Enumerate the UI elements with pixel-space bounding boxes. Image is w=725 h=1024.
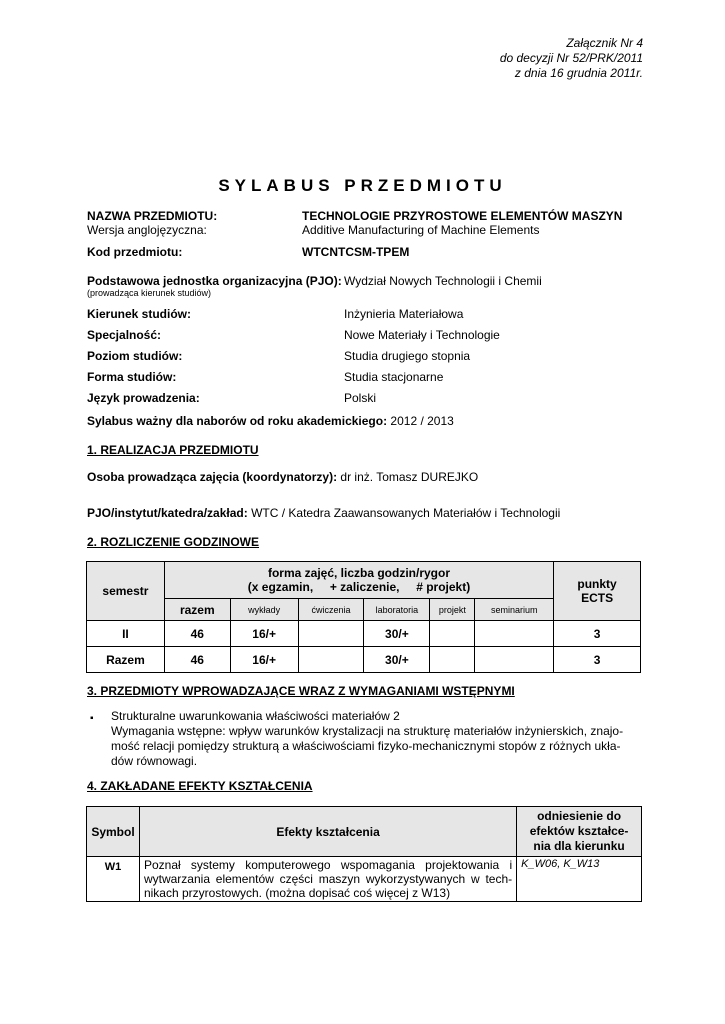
requirements-line-3: dów równowagi. [111,754,198,768]
coordinator-label: Osoba prowadząca zajęcia (koordynatorzy): [87,470,338,484]
field-label-language: Język prowadzenia: [87,391,200,405]
hours-head-forms-line1: forma zajęć, liczba godzin/rygor [267,566,451,580]
unit-label: PJO/instytut/katedra/zakład: [87,506,248,520]
section-3-heading: 3. PRZEDMIOTY WPROWADZAJĄCE WRAZ Z WYMAGANIAMI WSTĘPNYMI [87,684,515,698]
hours-ects-cell: 3 [554,621,641,647]
hours-sub-seminar: seminarium [475,599,554,621]
pjo-label: Podstawowa jednostka organizacyjna (PJO): [87,274,342,288]
hours-head-forms [164,562,553,599]
attachment-note [500,36,643,81]
effects-head-reference-line1: odniesienie do [537,809,622,823]
requirements-line-2: mość relacji pomiędzy strukturą a właściwościami fizyko-mechanicznymi stopów z różnych ukła- [111,739,621,753]
hours-lectures-cell: 16/+ [230,647,298,673]
bullet-marker: ▪ [90,713,94,724]
prerequisite-subject: Strukturalne uwarunkowania właściwości materiałów 2 [111,709,400,723]
effects-head-effects: Efekty kształcenia [139,807,516,857]
course-name-label: NAZWA PRZEDMIOTU: [87,209,218,223]
hours-labs-cell: 30/+ [364,621,430,647]
hours-sub-project: projekt [430,599,475,621]
field-label-major: Kierunek studiów: [87,307,192,321]
effects-table [86,806,642,902]
unit-value: WTC / Katedra Zaawansowanych Materiałów i Technologii [251,506,561,520]
field-value-specialty: Nowe Materiały i Technologie [344,328,500,342]
effect-symbol-cell: W1 [87,857,140,902]
attachment-line-3: z dnia 16 grudnia 2011r. [514,66,643,80]
course-code-value: WTCNTCSM-TPEM [302,245,410,259]
hours-head-semester: semestr [87,562,165,621]
effects-head-reference-line2: efektów kształce- [529,824,629,838]
hours-head-ects [554,562,641,621]
effect-line-2: wytwarzania elementów części maszyn wykorzystywanych w tech- [143,872,513,886]
table-row [87,857,642,902]
coordinator-row [87,470,478,484]
hours-labs-cell: 30/+ [364,647,430,673]
coordinator-value: dr inż. Tomasz DUREJKO [340,470,479,484]
requirements-line-1: Wymagania wstępne: wpływ warunków krystalizacji na strukturę materiałów inżynierskich, znajo- [111,724,624,738]
field-value-major: Inżynieria Materiałowa [344,307,464,321]
hours-exercises-cell [298,621,364,647]
pjo-value: Wydział Nowych Technologii i Chemii [344,274,542,288]
course-code-label: Kod przedmiotu: [87,245,183,259]
hours-exercises-cell [298,647,364,673]
valid-from-value: 2012 / 2013 [390,414,454,428]
pjo-note: (prowadząca kierunek studiów) [87,288,212,298]
hours-semester-cell: Razem [87,647,165,673]
hours-project-cell [430,621,475,647]
hours-head-ects-line2: ECTS [581,591,614,605]
attachment-line-2: do decyzji Nr 52/PRK/2011 [499,51,643,65]
hours-sub-lectures: wykłady [230,599,298,621]
hours-total-cell: 46 [164,621,230,647]
section-4-heading: 4. ZAKŁADANE EFEKTY KSZTAŁCENIA [87,779,313,793]
effects-head-symbol: Symbol [87,807,140,857]
hours-ects-cell: 3 [554,647,641,673]
field-value-form: Studia stacjonarne [344,370,444,384]
effect-reference-cell: K_W06, K_W13 [517,857,642,902]
hours-project-cell [430,647,475,673]
effect-line-1: Poznał systemy komputerowego wspomagania projektowania i [143,858,513,872]
field-label-level: Poziom studiów: [87,349,183,363]
section-2-heading: 2. ROZLICZENIE GODZINOWE [87,535,260,549]
table-row [87,647,641,673]
english-version-value: Additive Manufacturing of Machine Elements [302,223,540,237]
effect-description-cell [139,857,516,902]
attachment-line-1: Załącznik Nr 4 [566,36,643,50]
hours-sub-total: razem [164,599,230,621]
effects-head-reference [517,807,642,857]
table-row [87,621,641,647]
valid-from-label: Sylabus ważny dla naborów od roku akademickiego: [87,414,388,428]
document-title: SYLABUS PRZEDMIOTU [218,176,507,195]
field-value-level: Studia drugiego stopnia [344,349,471,363]
effects-head-reference-line3: nia dla kierunku [533,839,625,853]
hours-total-cell: 46 [164,647,230,673]
field-value-language: Polski [344,391,377,405]
hours-seminar-cell [475,621,554,647]
english-version-label: Wersja anglojęzyczna: [87,223,207,237]
hours-sub-labs: laboratoria [364,599,430,621]
unit-row [87,506,560,520]
field-label-form: Forma studiów: [87,370,177,384]
hours-head-forms-line2: (x egzamin, + zaliczenie, # projekt) [247,580,471,594]
hours-lectures-cell: 16/+ [230,621,298,647]
hours-semester-cell: II [87,621,165,647]
hours-sub-exercises: ćwiczenia [298,599,364,621]
section-1-heading: 1. REALIZACJA PRZEDMIOTU [87,443,259,457]
hours-head-ects-line1: punkty [577,577,617,591]
hours-seminar-cell [475,647,554,673]
field-label-specialty: Specjalność: [87,328,162,342]
valid-from-row [87,414,454,428]
hours-table [86,561,641,673]
course-name-value: TECHNOLOGIE PRZYROSTOWE ELEMENTÓW MASZYN [302,209,623,223]
effect-line-3: nikach przyrostowych. (można dopisać coś więcej z W13) [143,886,451,900]
prerequisites-block [111,709,646,769]
